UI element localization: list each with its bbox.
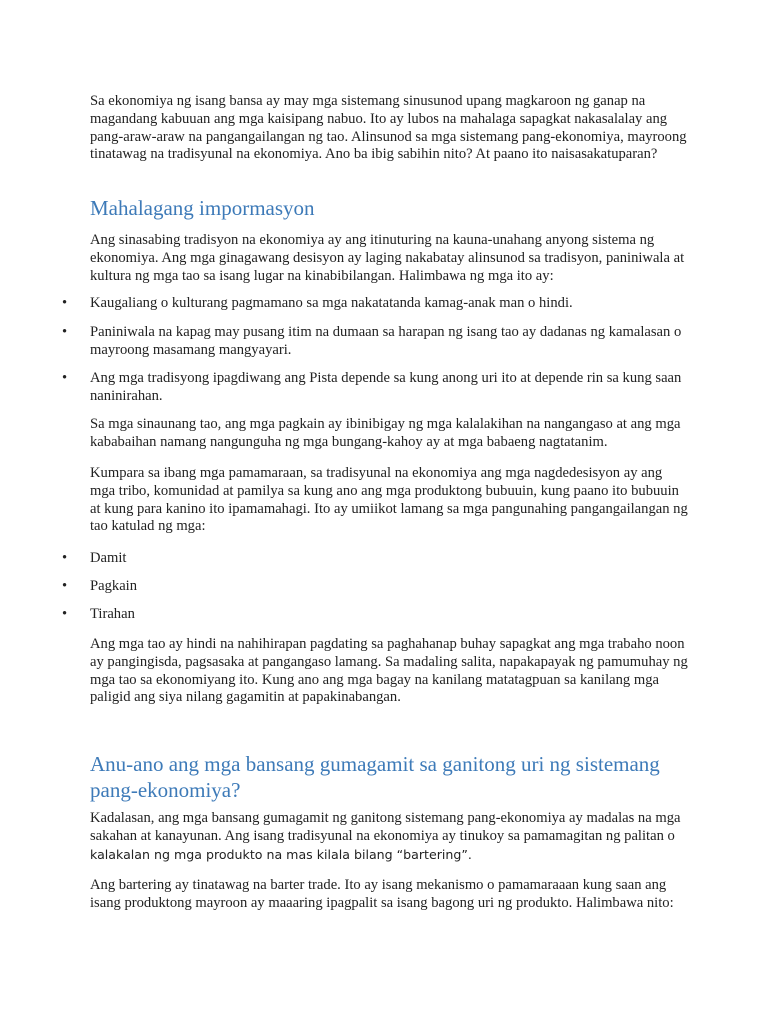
bartering-text: kalakalan ng mga produkto na mas kilala bilang “bartering”. — [90, 846, 472, 862]
list-item — [62, 578, 690, 596]
list-item-text: Damit — [90, 550, 127, 566]
barter-trade-paragraph: Ang bartering ay tinatawag na barter trade. Ito ay isang mekanismo o pamamaraaan kung saan ang isang produktong mayroon ay maaaring ipagpalit sa isang bagong uri ng produkto. Halimbawa nito: — [90, 877, 674, 911]
list-item — [62, 295, 690, 313]
countries-paragraph-text: Kadalasan, ang mga bansang gumagamit ng ganitong sistemang pang-ekonomiya ay madalas na mga sakahan at kanayunan. Ang isang tradisyunal na ekonomiya ay tinukoy sa pamamagitan ng palitan o — [90, 810, 681, 844]
heading-mahalagang-impormasyon: Mahalagang impormasyon — [90, 196, 315, 220]
bullet-glyph: • — [62, 370, 68, 386]
livelihood-paragraph: Ang mga tao ay hindi na nahihirapan pagdating sa paghahanap buhay sapagkat ang mga trabaho noon ay pangingisda, pagsasaka at pangangaso lamang. Sa madaling salita, napakapayak ng pamumuhay ng mga tao sa ekonomiyang ito. Kung ano ang mga bagay na kanilang matatagpuan sa kanilang mga paligid ang siya nilang gagamitin at papakinabangan. — [90, 636, 688, 706]
list-item-text: Kaugaliang o kulturang pagmamano sa mga nakatatanda kamag-anak man o hindi. — [90, 295, 573, 311]
list-item — [62, 370, 690, 406]
bullet-glyph: • — [62, 578, 68, 594]
list-item-text: Paniniwala na kapag may pusang itim na dumaan sa harapan ng isang tao ay dadanas ng kamalasan o mayroong masamang mangyayari. — [90, 324, 682, 358]
intro-paragraph: Sa ekonomiya ng isang bansa ay may mga sistemang sinusunod upang magkaroon ng ganap na magandang kabuuan ang mga kaisipang nabuo. Ito ay lubos na mahalaga sapagkat nakasalalay ang pang-araw-araw na pangangailangan ng tao. Alinsunod sa mga sistemang pang-ekonomiya, mayroong tinatawag na tradisyunal na ekonomiya. Ano ba ibig sabihin nito? At paano ito naisasakatuparan? — [90, 93, 687, 163]
bullet-glyph: • — [62, 606, 68, 622]
countries-paragraph — [90, 810, 690, 864]
bullet-glyph: • — [62, 295, 68, 311]
list-item — [62, 606, 690, 624]
heading-mga-bansang-gumagamit: Anu-ano ang mga bansang gumagamit sa ganitong uri ng sistemang pang-ekonomiya? — [90, 752, 660, 802]
list-item-text: Tirahan — [90, 606, 135, 622]
bullet-glyph: • — [62, 550, 68, 566]
ancient-people-paragraph: Sa mga sinaunang tao, ang mga pagkain ay ibinibigay ng mga kalalakihan na nangangaso at ang mga kababaihan namang nangunguha ng mga bungang-kahoy ay at mga babaeng nagtatanim. — [90, 416, 681, 450]
comparison-paragraph: Kumpara sa ibang mga pamamaraan, sa tradisyunal na ekonomiya ang mga nagdedesisyon ay ang mga tribo, komunidad at pamilya sa kung ano ang mga produktong bubuuin, kung paano ito bubuuin at kung para kanino ito ipamamahagi. Ito ay umiikot lamang sa mga pangunahing pangangailangan ng tao katulad ng mga: — [90, 465, 688, 535]
definition-paragraph: Ang sinasabing tradisyon na ekonomiya ay ang itinuturing na kauna-unahang anyong sistema ng ekonomiya. Ang mga ginagawang desisyon ay laging nakabatay alinsunod sa tradisyon, paniniwala at kultura ng mga tao sa isang lugar na kinabibilangan. Halimbawa ng mga ito ay: — [90, 232, 685, 284]
list-item-text: Ang mga tradisyong ipagdiwang ang Pista depende sa kung anong uri ito at depende rin sa kung saan naninirahan. — [90, 370, 682, 404]
bullet-glyph: • — [62, 324, 68, 340]
list-item — [62, 550, 690, 568]
list-item-text: Pagkain — [90, 578, 138, 594]
list-item — [62, 324, 690, 360]
